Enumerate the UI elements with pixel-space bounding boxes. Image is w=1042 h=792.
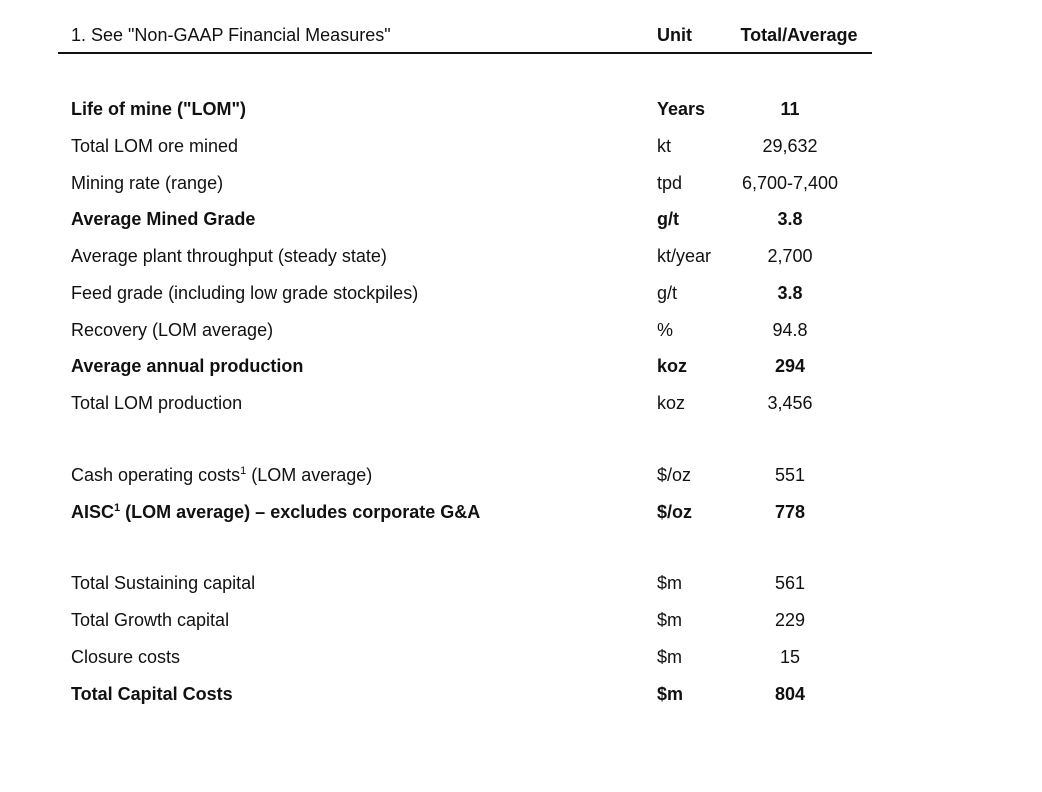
row-unit: $/oz bbox=[657, 465, 692, 485]
row-unit: g/t bbox=[657, 283, 678, 303]
row-value: 551 bbox=[774, 465, 806, 485]
row-unit: g/t bbox=[657, 209, 679, 229]
row-value: 3.8 bbox=[777, 283, 803, 303]
row-unit: tpd bbox=[657, 173, 683, 193]
row-label: Average annual production bbox=[71, 356, 304, 376]
row-label: Total Growth capital bbox=[71, 610, 230, 630]
row-label: Total Sustaining capital bbox=[71, 573, 256, 593]
row-value: 561 bbox=[774, 573, 806, 593]
row-unit: koz bbox=[657, 393, 686, 413]
row-value: 94.8 bbox=[772, 320, 808, 340]
row-unit: $/oz bbox=[657, 502, 693, 522]
row-unit: % bbox=[657, 320, 674, 340]
header-footnote: 1. See "Non-GAAP Financial Measures" bbox=[71, 25, 391, 45]
row-label: Feed grade (including low grade stockpiles) bbox=[71, 283, 419, 303]
row-label: Total Capital Costs bbox=[71, 684, 233, 704]
row-value: 3.8 bbox=[777, 209, 803, 229]
row-label: Mining rate (range) bbox=[71, 173, 224, 193]
row-unit: kt/year bbox=[657, 246, 712, 266]
table-row bbox=[58, 356, 872, 392]
table-row bbox=[58, 573, 872, 609]
row-value: 15 bbox=[779, 647, 801, 667]
row-unit: $m bbox=[657, 610, 683, 630]
table-row bbox=[58, 393, 872, 429]
table-row bbox=[58, 647, 872, 683]
row-value: 11 bbox=[780, 99, 800, 119]
table-header bbox=[58, 0, 872, 54]
table-row bbox=[58, 246, 872, 282]
row-value: 294 bbox=[774, 356, 806, 376]
lom-summary-table bbox=[58, 0, 872, 704]
row-value: 229 bbox=[774, 610, 806, 630]
row-label: Average plant throughput (steady state) bbox=[71, 246, 387, 266]
row-unit: Years bbox=[657, 99, 706, 119]
row-value: 29,632 bbox=[762, 136, 818, 156]
row-unit: koz bbox=[657, 356, 688, 376]
table-row bbox=[58, 610, 872, 646]
row-label: Recovery (LOM average) bbox=[71, 320, 274, 340]
row-value: 804 bbox=[774, 684, 806, 704]
table-row bbox=[58, 136, 872, 172]
row-label: Average Mined Grade bbox=[71, 209, 256, 229]
footnote-marker: 1 bbox=[240, 465, 247, 477]
row-label: Life of mine ("LOM") bbox=[71, 99, 247, 119]
table-row bbox=[58, 684, 872, 720]
row-value: 3,456 bbox=[767, 393, 813, 413]
header-unit: Unit bbox=[657, 25, 692, 45]
row-label: Total LOM ore mined bbox=[71, 136, 239, 156]
row-label: Total LOM production bbox=[71, 393, 243, 413]
table-row bbox=[58, 99, 872, 135]
row-unit: $m bbox=[657, 573, 683, 593]
footnote-marker: 1 bbox=[114, 502, 121, 514]
table-row bbox=[58, 502, 872, 538]
table-row bbox=[58, 209, 872, 245]
row-value: 6,700-7,400 bbox=[741, 173, 839, 193]
header-total-average: Total/Average bbox=[740, 25, 858, 45]
row-unit: $m bbox=[657, 647, 683, 667]
row-label: AISC$^1$ (LOM average) – excludes corporate G&A bbox=[71, 502, 481, 522]
row-label: Cash operating costs$^1$ (LOM average) bbox=[71, 465, 373, 485]
row-unit: kt bbox=[657, 136, 672, 156]
table-row bbox=[58, 283, 872, 319]
table-row bbox=[58, 465, 872, 501]
row-value: 2,700 bbox=[767, 246, 813, 266]
row-unit: $m bbox=[657, 684, 684, 704]
row-value: 778 bbox=[774, 502, 806, 522]
table-row bbox=[58, 320, 872, 356]
table-row bbox=[58, 173, 872, 209]
row-label: Closure costs bbox=[71, 647, 181, 667]
